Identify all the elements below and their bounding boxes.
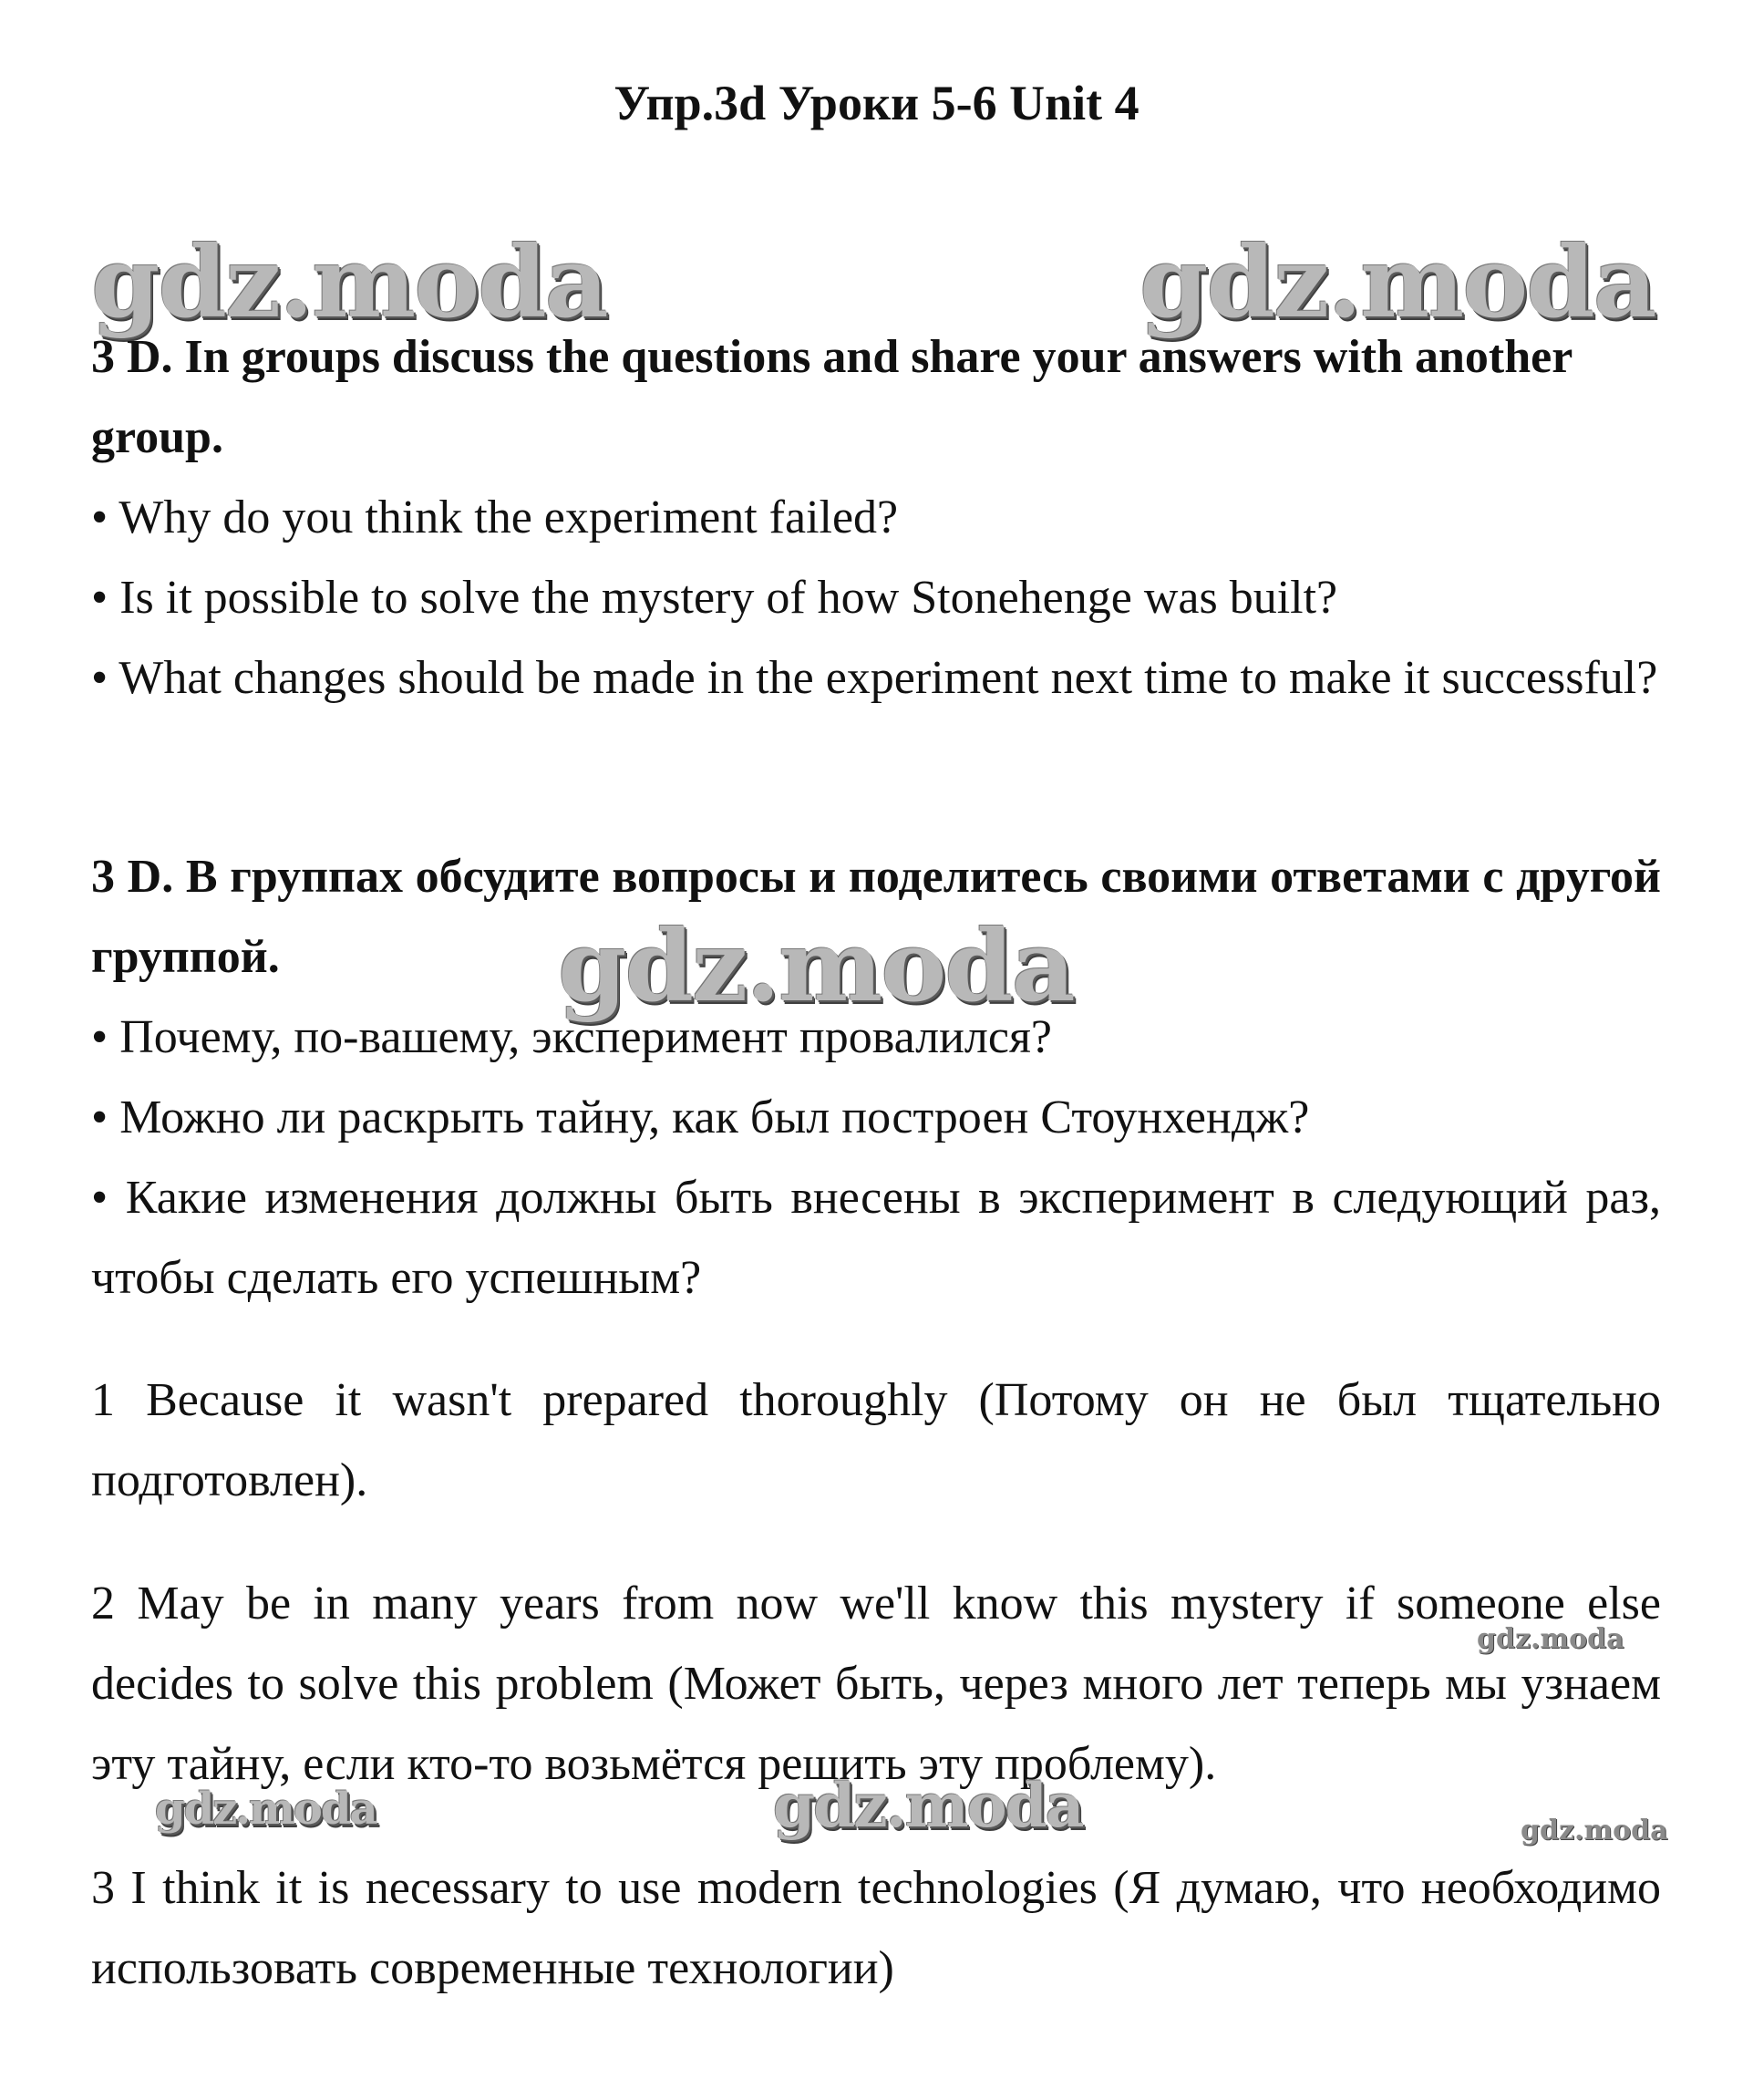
english-task bbox=[91, 317, 1661, 719]
watermark-logo: gdz.moda bbox=[773, 1770, 1083, 1841]
russian-question: • Какие изменения должны быть внесены в эксперимент в следующий раз, чтобы сделать его успешным? bbox=[91, 1172, 1661, 1304]
russian-question: • Почему, по-вашему, эксперимент провалился? bbox=[91, 1011, 1052, 1063]
watermark-logo: gdz.moda bbox=[1477, 1623, 1624, 1655]
page-title: Упр.3d Уроки 5-6 Unit 4 bbox=[614, 76, 1139, 130]
english-question: • Why do you think the experiment failed? bbox=[91, 491, 899, 543]
watermark-logo: gdz.moda bbox=[1139, 225, 1655, 340]
watermark-logo: gdz.moda bbox=[1521, 1815, 1668, 1847]
watermark-logo: gdz.moda bbox=[558, 909, 1074, 1024]
russian-question: • Можно ли раскрыть тайну, как был построен Стоунхендж? bbox=[91, 1091, 1310, 1143]
english-question: • What changes should be made in the experiment next time to make it successful? bbox=[91, 652, 1658, 704]
english-question: • Is it possible to solve the mystery of how Stonehenge was built? bbox=[91, 572, 1338, 624]
answer-2: 2 May be in many years from now we'll know this mystery if someone else decides to solve this problem (Может быть, через много лет теперь мы узнаем эту тайну, если кто-то возьмётся решить эту проблему). bbox=[91, 1578, 1661, 1790]
answer-1: 1 Because it wasn't prepared thoroughly (Потому он не был тщательно подготовлен). bbox=[91, 1374, 1661, 1506]
watermark-logo: gdz.moda bbox=[91, 225, 607, 340]
answer-3: 3 I think it is necessary to use modern technologies (Я думаю, что необходимо использовать современные технологии) bbox=[91, 1862, 1661, 1994]
russian-task-heading: 3 D. В группах обсудите вопросы и поделитесь своими ответами с другой группой. bbox=[91, 851, 1661, 983]
watermark-logo: gdz.moda bbox=[155, 1784, 376, 1835]
english-task-heading: 3 D. In groups discuss the questions and share your answers with another group. bbox=[91, 331, 1573, 463]
